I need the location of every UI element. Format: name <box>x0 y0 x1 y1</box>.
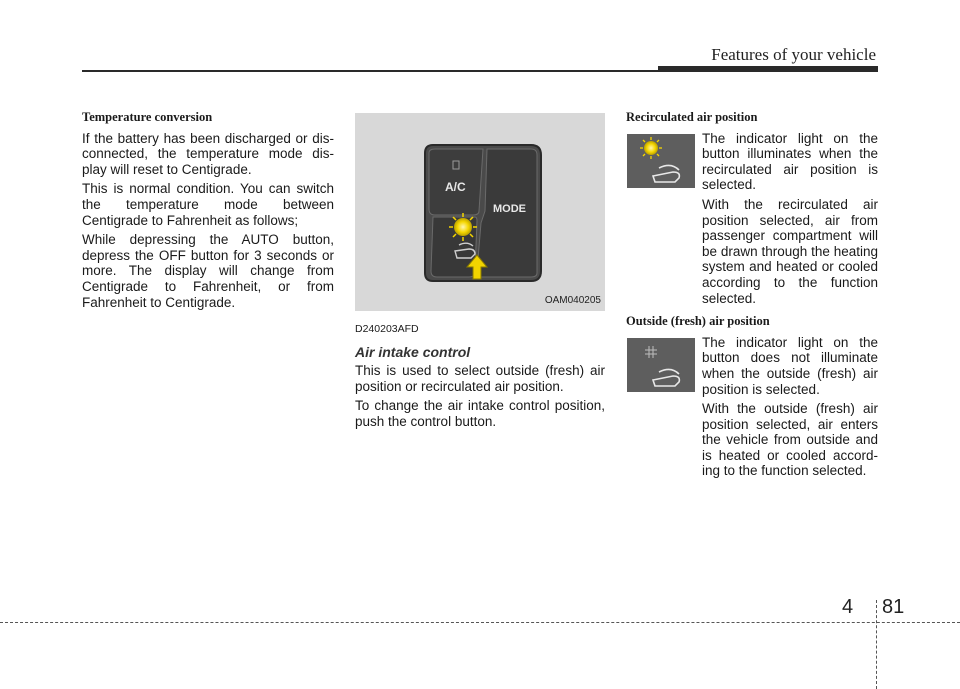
paragraph: This is normal condition. You can switch the temperature mode between Centigrade to Fahrenheit as follows; <box>82 181 334 228</box>
section-code: D240203AFD <box>355 323 419 335</box>
header-rule-accent <box>658 66 878 72</box>
recirculated-air-heading: Recirculated air position <box>626 110 758 124</box>
control-panel-illustration <box>355 113 605 311</box>
left-column <box>82 110 334 314</box>
right-column <box>626 110 878 487</box>
temperature-conversion-heading: Temperature conversion <box>82 110 213 124</box>
figure-caption: OAM040205 <box>544 295 601 307</box>
mode-label: MODE <box>493 203 526 215</box>
paragraph: With the outside (fresh) air position selected, air enters the vehicle from outside and is heated or cooled accord- ing to the function selected. <box>702 401 878 479</box>
outside-air-heading: Outside (fresh) air position <box>626 314 770 329</box>
ac-label: A/C <box>445 180 466 194</box>
recirculated-indicator-icon <box>627 134 695 188</box>
footer-rule <box>0 622 960 623</box>
middle-column <box>355 110 605 434</box>
paragraph: While depressing the AUTO button, depress the OFF button for 3 seconds or more. The display will change from Centigrade to Fahrenheit, or from Fahrenheit to Centigrade. <box>82 232 334 310</box>
air-intake-control-heading: Air intake control <box>355 343 471 360</box>
page-number: 81 <box>882 596 905 618</box>
air-intake-button-figure <box>355 113 605 311</box>
outside-air-item <box>626 335 878 479</box>
recirculated-air-item <box>626 131 878 307</box>
outside-air-indicator-icon <box>627 338 695 392</box>
paragraph: The indicator light on the button does not illuminate when the outside (fresh) air position is selected. <box>702 334 878 397</box>
paragraph: If the battery has been discharged or dis- connected, the temperature mode dis- play will reset to Centigrade. <box>82 130 334 177</box>
paragraph: To change the air intake control position, push the control button. <box>355 398 605 429</box>
paragraph: The indicator light on the button illuminates when the recirculated air position is selected. <box>702 130 878 193</box>
paragraph: With the recirculated air position selected, air from passenger compartment will be drawn through the heating system and heated or cooled according to the function selected. <box>702 196 878 306</box>
header-title: Features of your vehicle <box>711 45 876 64</box>
paragraph: This is used to select outside (fresh) air position or recirculated air position. <box>355 363 605 394</box>
page-divider <box>876 600 877 689</box>
chapter-number: 4 <box>842 596 854 618</box>
